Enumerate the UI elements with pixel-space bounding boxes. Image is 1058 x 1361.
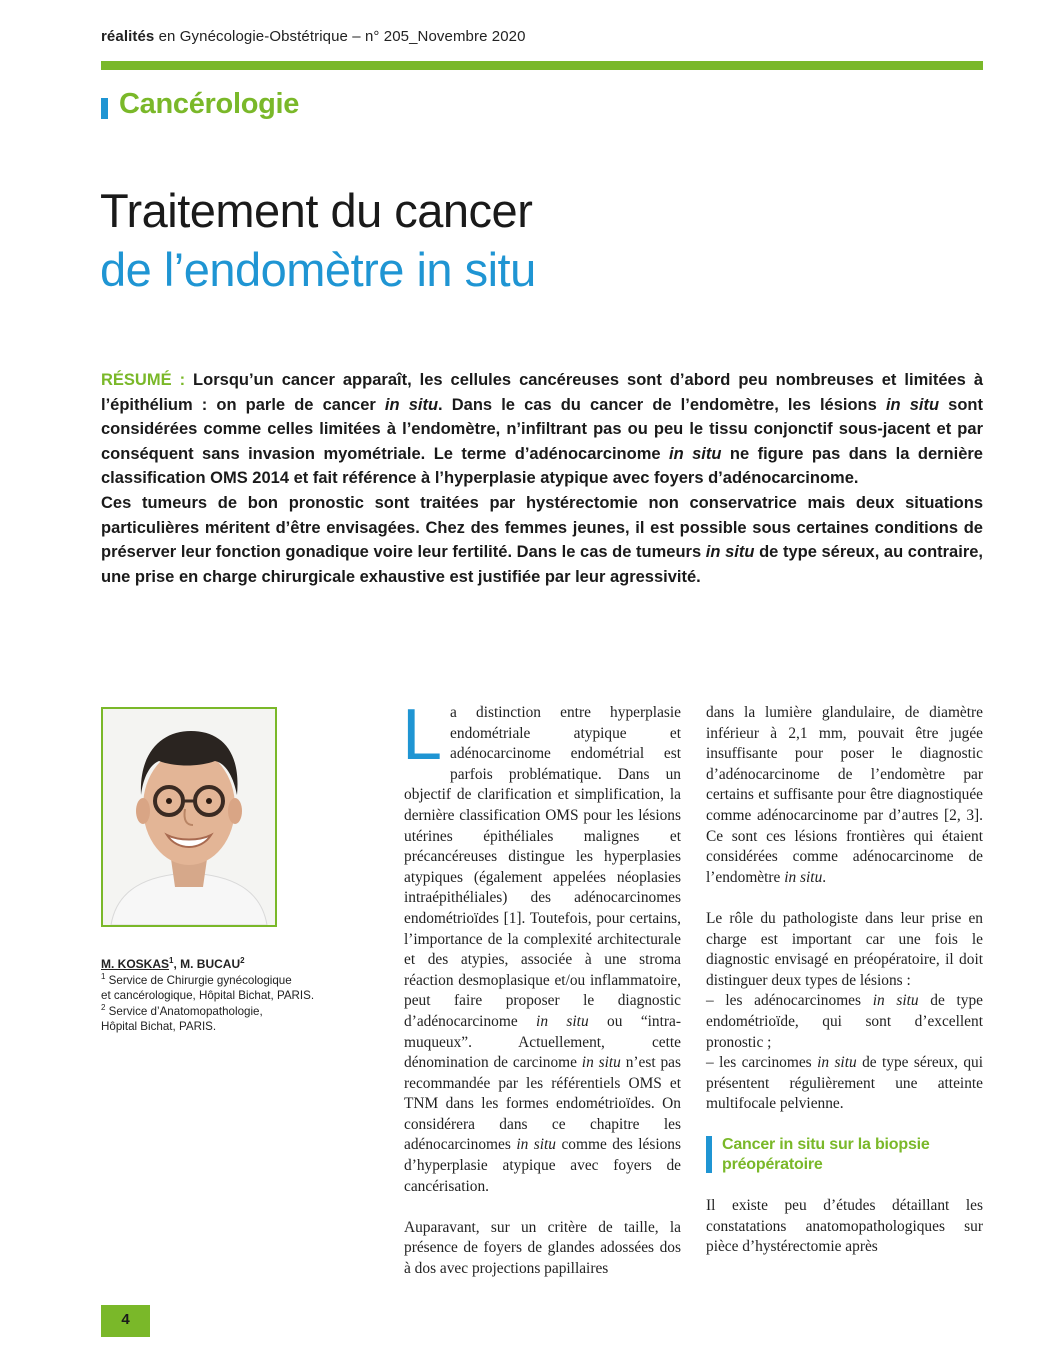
issue-info: en Gynécologie-Obstétrique – n° 205_Novembre 2020 [154,28,526,45]
body-italic: in situ [581,1054,621,1072]
body-italic: in situ [872,992,919,1010]
body-text: de type séreux, qui présentent régulièrement une atteinte multifocale pelvienne. [706,1054,983,1113]
author-portrait-illustration [103,709,275,925]
body-column-2 [706,703,983,1258]
list-item [706,1053,983,1115]
affiliation-2-number: 2 [101,1002,106,1012]
author-sup-1: 1 [169,956,174,965]
abstract-text: Lorsqu’un cancer apparaît, les cellules cancéreuses sont d’abord peu nombreuses et limitées à l’épithélium : on parle de cancer [101,371,984,414]
subheading [706,1135,983,1175]
author-sup-2: 2 [240,956,245,965]
body-text: comme des lésions d’hyperplasie atypique avec foyers de cancérisation. [404,1136,681,1195]
subheading-marker [706,1136,712,1173]
body-text: n’est pas recommandée par les référentiels OMS et TNM dans les formes endométrioïdes. On considérera dans ce chapitre les adénocarcinomes [404,1054,681,1154]
abstract-text: de type séreux, au contraire, une prise en charge chirurgicale exhaustive est justifiée par leur agressivité. [101,543,984,586]
abstract-paragraph-2 [101,491,983,589]
body-text: – les carcinomes [706,1054,818,1072]
body-paragraph: Il existe peu d’études détaillant les constatations anatomopathologiques sur pièce d’hystérectomie après [706,1197,983,1256]
author-names [101,957,341,973]
body-text: . [822,868,827,886]
abstract-italic: in situ [885,395,940,414]
affiliation-1 [101,973,341,1004]
section-marker [101,98,108,119]
body-italic: in situ [536,1012,589,1030]
author-photo [101,707,277,927]
body-italic: in situ [516,1136,556,1154]
abstract-italic: in situ [384,395,439,414]
affiliation-2-line2: Hôpital Bichat, PARIS. [101,1020,217,1034]
page-number: 4 [121,1311,130,1328]
body-paragraph [706,703,983,888]
affiliation-1-number: 1 [101,971,106,981]
affiliation-2-line1: Service d’Anatomopathologie, [105,1004,263,1018]
affiliation-2 [101,1004,341,1035]
paragraph-gap [404,1197,681,1218]
body-text: a distinction entre hyperplasie endométriale atypique et adénocarcinome endométrial est parfois problématique. Dans un objectif de clarification et simplification, la dernière classification OMS pour les lésions utérines épithéliales malignes et précancéreuses distingue les hyperplasies atypiques (également appelées néoplasies intraépithéliales) des adénocarcinomes endométrioïdes [1]. Toutefois, pour certains, l’importance de la complexité architecturale et des atypies, associée à une stroma réaction desmoplasique et/ou inflammatoire, peut faire proposer le diagnostic d’adénocarcinome [404,704,681,1030]
body-column-1 [402,695,681,1280]
body-text: de type endométrioïde, qui sont d’excellent pronostic ; [706,992,983,1051]
body-italic: in situ [817,1054,857,1072]
list-item [706,991,983,1053]
abstract-text: . Dans le cas du cancer de l’endomètre, les lésions [438,395,886,414]
abstract-text: sont considérées comme celles limitées à l’endomètre, n’infiltrant pas ou peu le tissu conjonctif sous-jacent et par conséquent sans invasion myométriale. Le terme d’adénocarcinome [101,395,984,463]
abstract-text: Ces tumeurs de bon pronostic sont traitées par hystérectomie non conservatrice mais deux situations particulières méritent d’être envisagées. Chez des femmes jeunes, il est possible sous certaines conditions de préserver leur fonction gonadique voire leur fertilité. Dans le cas de tumeurs [101,493,983,562]
author-name-1: M. KOSKAS [101,957,170,971]
affiliation-1-line1: Service de Chirurgie gynécologique [105,973,292,987]
body-paragraph [402,695,681,1197]
body-italic: in situ [784,868,823,886]
section-title: Cancérologie [119,88,300,120]
body-text: dans la lumière glandulaire, de diamètre inférieur à 2,1 mm, pouvait être jugée insuffisante pour poser le diagnostic d’adénocarcinome de l’endomètre par certains et suffisante pour être diagnostiquée comme adénocarcinome par d’autres [2, 3]. Ce sont ces lésions frontières qui étaient considérées comme adénocarcinome de l’endomètre [706,704,983,886]
running-header [101,28,526,45]
paragraph-gap [706,888,983,909]
body-paragraph: Auparavant, sur un critère de taille, la présence de foyers de glandes adossées dos à dos avec projections papillaires [404,1218,681,1278]
abstract-paragraph-1 [101,368,983,491]
abstract-label: RÉSUMÉ : [101,371,186,389]
abstract-italic: in situ [669,444,722,463]
article-title-line1: Traitement du cancer [100,184,533,237]
drop-cap: L [402,695,443,775]
subheading-text: Cancer in situ sur la biopsie préopératoire [722,1136,930,1174]
article-title-line2: de l’endomètre in situ [100,243,536,296]
body-paragraph: Le rôle du pathologiste dans leur prise en charge est important car une fois le diagnostic envisagé en préopératoire, il doit distinguer deux types de lésions : [706,909,983,989]
affiliation-1-line2: et cancérologique, Hôpital Bichat, PARIS. [101,989,315,1003]
paragraph-gap [706,1115,983,1136]
author-block [101,957,341,1035]
paragraph-gap [706,1175,983,1196]
journal-name: réalités [101,28,155,45]
abstract-italic: in situ [705,543,755,562]
abstract-text: ne figure pas dans la dernière classification OMS 2014 et fait référence à l’hyperplasie atypique avec foyers d’adénocarcinome. [101,444,983,488]
body-text: ou “intra-muqueux”. Actuellement, cette dénomination de carcinome [404,1012,681,1072]
author-name-2: , M. BUCAU [173,957,241,971]
body-text: – les adénocarcinomes [706,992,873,1010]
abstract [101,368,983,589]
header-rule [101,61,983,70]
